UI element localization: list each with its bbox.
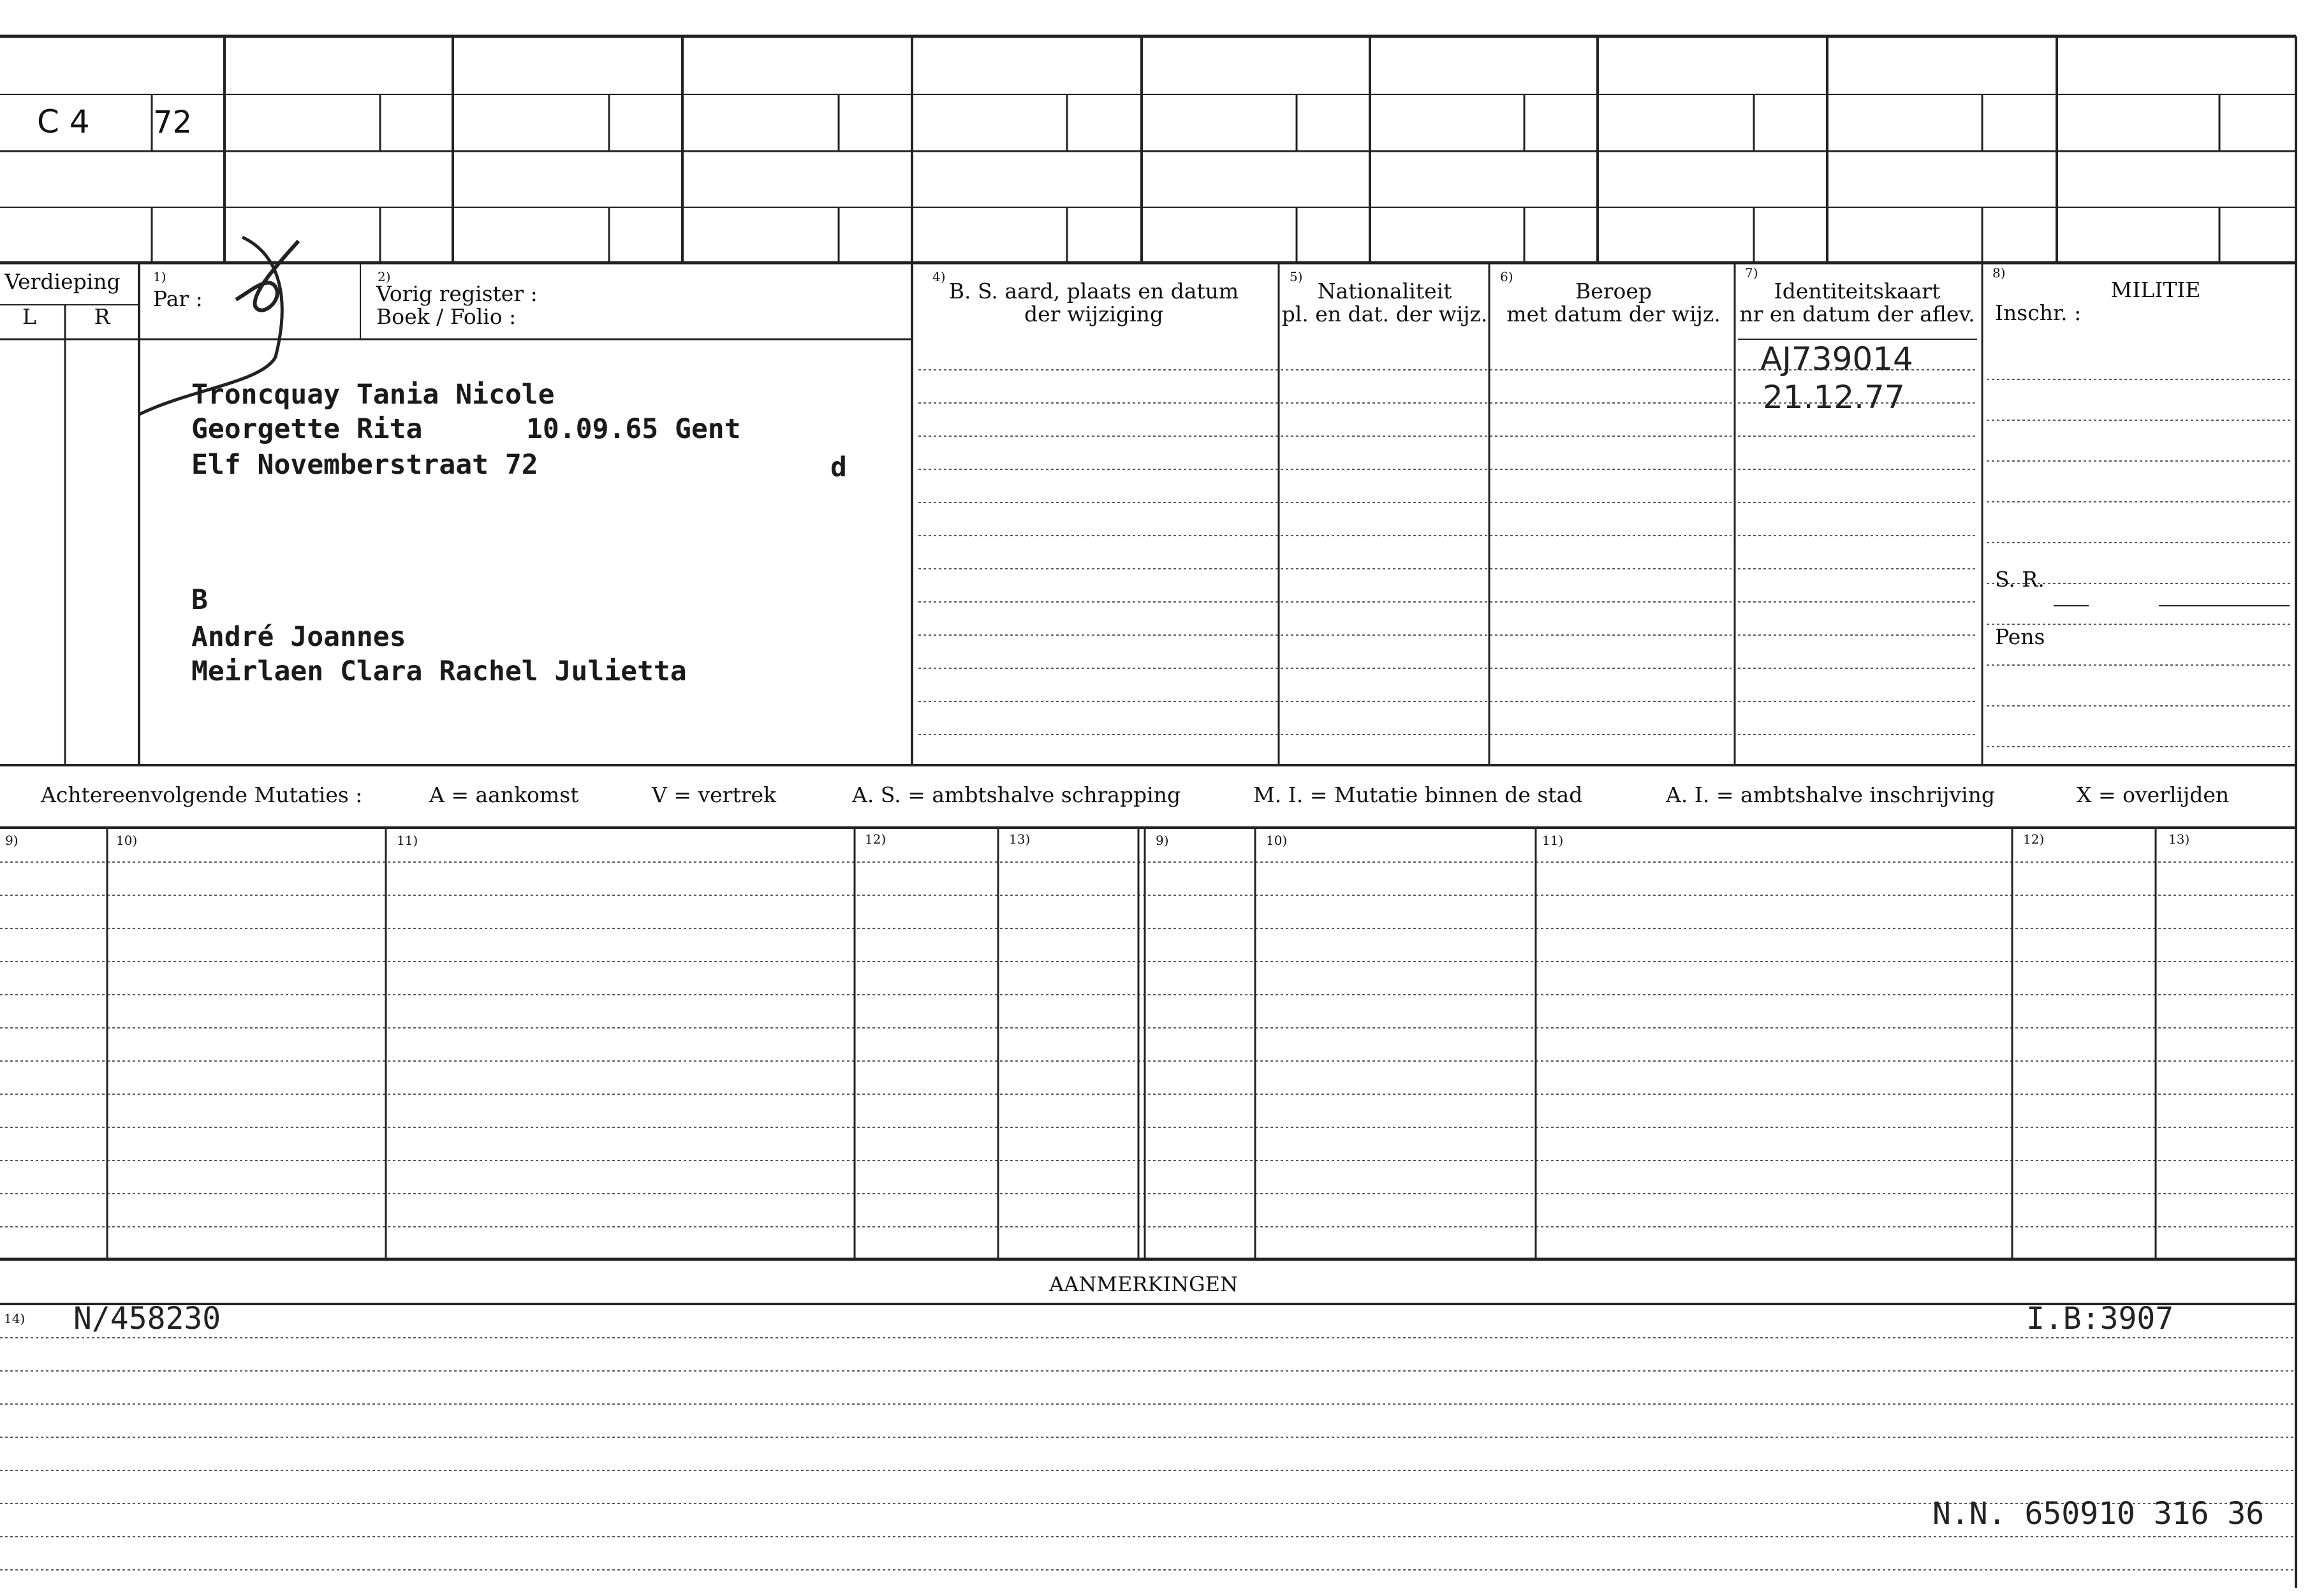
legend-mutatie-stad: M. I. = Mutatie binnen de stad [1253,782,1583,807]
mutation-col-10a: 10) [116,833,138,848]
person-sex: d [830,451,847,483]
inschr-label: Inschr. : [1995,300,2082,325]
pens-label: Pens [1995,624,2045,649]
person-name-line: Troncquay Tania Nicole [191,379,555,411]
legend-ambtshalve-schrapping: A. S. = ambtshalve schrapping [852,782,1181,807]
left-label: L [22,304,36,329]
identity-card-number: AJ739014 [1760,340,1913,377]
national-number: N.N. 650910 316 36 [1932,1496,2265,1532]
top-grid-number: 72 [153,105,193,140]
field-number-8: 8) [1992,265,2006,281]
legend-overlijden: X = overlijden [2077,782,2230,807]
mutation-col-13b: 13) [2168,831,2190,847]
nationaliteit-header-line1: Nationaliteit [1317,279,1452,304]
sr-label: S. R. [1995,567,2045,592]
identiteitskaart-header-line2: nr en datum der aflev. [1739,302,1975,326]
person-address: Elf Novemberstraat 72 [191,449,538,481]
nationaliteit-header-line2: pl. en dat. der wijz. [1281,302,1488,326]
field-number-7: 7) [1745,265,1758,281]
top-grid-code: C 4 [37,103,90,140]
person-mother: Meirlaen Clara Rachel Julietta [191,655,687,687]
field-number-14: 14) [4,1311,26,1326]
identity-card-date: 21.12.77 [1763,379,1905,416]
handwritten-mark [236,241,298,311]
person-given-names: Georgette Rita [191,413,423,445]
field-number-1: 1) [153,269,166,284]
right-label: R [94,304,110,329]
legend-ambtshalve-inschrijving: A. I. = ambtshalve inschrijving [1666,782,1996,807]
remarks-ib-number: I.B:3907 [2026,1301,2174,1336]
mutation-col-9a: 9) [5,833,18,848]
mutation-col-11a: 11) [397,833,418,848]
remarks-reference: N/458230 [73,1301,221,1336]
legend-vertrek: V = vertrek [652,782,776,807]
legend-aankomst: A = aankomst [429,782,579,807]
mutation-col-10b: 10) [1266,833,1288,848]
mutation-col-12a: 12) [865,831,886,847]
mutation-col-13a: 13) [1009,831,1031,847]
mutation-col-9b: 9) [1156,833,1169,848]
mutation-col-11b: 11) [1542,833,1564,848]
field-number-2: 2) [378,269,391,284]
beroep-header-line2: met datum der wijz. [1506,302,1721,326]
bs-header-line2: der wijziging [1024,302,1163,326]
person-birth: 10.09.65 Gent [526,413,741,445]
bs-header-line1: B. S. aard, plaats en datum [948,279,1239,304]
verdieping-label: Verdieping [4,269,121,294]
field-number-4: 4) [932,269,946,284]
par-label: Par : [153,286,203,311]
identiteitskaart-header-line1: Identiteitskaart [1774,279,1941,304]
beroep-header-line1: Beroep [1575,279,1652,304]
remarks-title: AANMERKINGEN [1049,1272,1238,1296]
field-number-6: 6) [1500,269,1513,284]
militie-header: MILITIE [2110,277,2201,302]
person-marker: B [191,584,208,616]
mutation-col-12b: 12) [2023,831,2045,847]
vorig-register-label: Vorig register : [376,281,538,306]
mutations-title: Achtereenvolgende Mutaties : [41,782,363,807]
boek-folio-label: Boek / Folio : [376,304,517,329]
field-number-5: 5) [1290,269,1303,284]
person-father: André Joannes [191,621,406,653]
